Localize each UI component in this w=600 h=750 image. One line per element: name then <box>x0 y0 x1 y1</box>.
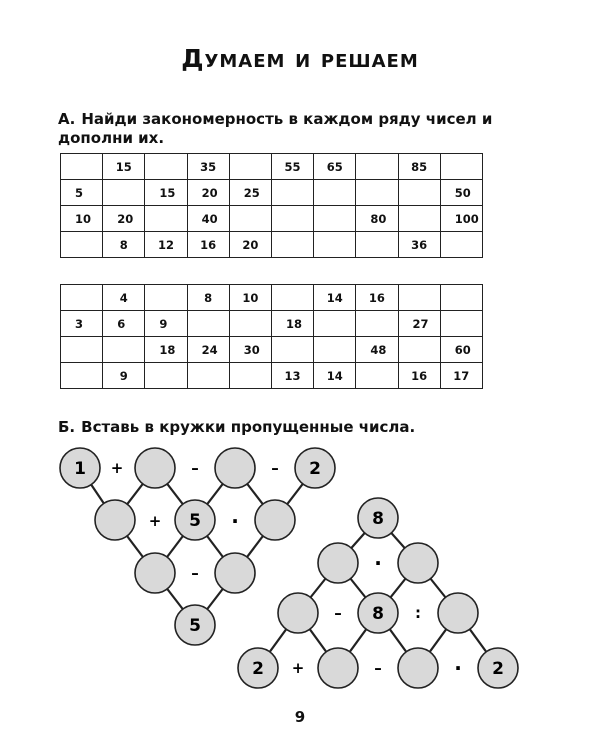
puzzle2-circle-row3-right[interactable] <box>438 593 478 633</box>
cell-value: 6 <box>117 316 126 331</box>
puzzle2-value-bottom-left: 2 <box>252 659 264 679</box>
table-cell <box>440 206 482 232</box>
table-cell <box>103 232 145 258</box>
puzzle2-circle-bottom-3[interactable] <box>398 648 438 688</box>
puzzle1-op-minus-top1: – <box>191 459 199 477</box>
section-b-instruction: Вставь в кружки пропущенные числа. <box>81 418 416 436</box>
table-cell[interactable] <box>61 232 103 258</box>
table-cell[interactable] <box>271 337 313 363</box>
table-cell[interactable] <box>271 206 313 232</box>
cell-value: 15 <box>159 185 176 200</box>
puzzle1-op-dot-mid: · <box>231 509 239 533</box>
section-b-letter: Б. <box>58 418 76 436</box>
table-cell[interactable] <box>356 180 398 206</box>
table-cell[interactable] <box>440 232 482 258</box>
table-cell <box>145 337 187 363</box>
cell-value: 15 <box>115 159 132 174</box>
table-cell <box>356 285 398 311</box>
table-row <box>61 206 483 232</box>
cell-value: 60 <box>454 342 471 357</box>
cell-value: 13 <box>284 368 301 383</box>
page-title: Думаем и решаем <box>181 44 419 73</box>
puzzle1-op-plus-mid: + <box>148 512 162 530</box>
puzzle2-op-dot-top: · <box>374 551 382 575</box>
table-cell <box>271 363 313 389</box>
puzzle1-op-minus-low: – <box>191 564 199 582</box>
table-cell[interactable] <box>271 232 313 258</box>
table-cell[interactable] <box>314 206 356 232</box>
cell-value: 12 <box>157 237 174 252</box>
puzzle2-op-plus-bottom: + <box>291 659 305 677</box>
puzzle1-circle-top-2[interactable] <box>135 448 175 488</box>
table-cell <box>229 337 271 363</box>
cell-value: 16 <box>200 237 217 252</box>
table-cell[interactable] <box>356 154 398 180</box>
table-cell <box>145 232 187 258</box>
table-cell[interactable] <box>356 363 398 389</box>
table-cell <box>103 311 145 337</box>
cell-value: 18 <box>285 316 302 331</box>
cell-value: 25 <box>243 185 260 200</box>
cell-value: 36 <box>411 237 428 252</box>
table-cell <box>103 206 145 232</box>
puzzle1-value-top-left: 1 <box>74 459 86 479</box>
table-cell <box>145 180 187 206</box>
table-cell[interactable] <box>61 337 103 363</box>
table-cell <box>61 311 103 337</box>
table-cell <box>398 232 440 258</box>
cell-value: 65 <box>326 159 343 174</box>
section-a-letter: А. <box>58 110 76 128</box>
cell-value: 18 <box>159 342 176 357</box>
cell-value: 9 <box>119 368 128 383</box>
puzzle2-circle-row3-left[interactable] <box>278 593 318 633</box>
table-cell[interactable] <box>145 363 187 389</box>
cell-value: 8 <box>204 290 213 305</box>
table-cell[interactable] <box>271 180 313 206</box>
puzzle2-circle-row2-right[interactable] <box>398 543 438 583</box>
table-cell <box>103 154 145 180</box>
table-cell[interactable] <box>398 206 440 232</box>
puzzle2-circle-bottom-2[interactable] <box>318 648 358 688</box>
table-cell[interactable] <box>314 337 356 363</box>
puzzle2-value-center: 8 <box>372 604 384 624</box>
page-number: 9 <box>294 708 306 726</box>
cell-value: 16 <box>411 368 428 383</box>
cell-value: 27 <box>412 316 429 331</box>
cell-value: 80 <box>370 211 387 226</box>
cell-value: 14 <box>326 290 343 305</box>
cell-value: 85 <box>411 159 428 174</box>
table-cell <box>229 285 271 311</box>
cell-value: 9 <box>159 316 168 331</box>
cell-value: 10 <box>242 290 259 305</box>
puzzle1-value-center: 5 <box>189 511 201 531</box>
cell-value: 30 <box>243 342 260 357</box>
table-cell[interactable] <box>145 285 187 311</box>
table-cell[interactable] <box>229 311 271 337</box>
puzzle2-value-top: 8 <box>372 509 384 529</box>
table-cell <box>440 363 482 389</box>
section-a-instruction: Найди закономерность в каждом ряду чисел и дополни их. <box>58 110 493 147</box>
table-cell[interactable] <box>271 285 313 311</box>
table-cell <box>187 206 229 232</box>
table-row <box>61 154 483 180</box>
puzzle1-circle-low-right[interactable] <box>215 553 255 593</box>
table-row <box>61 180 483 206</box>
table-row <box>61 363 483 389</box>
table-cell <box>61 180 103 206</box>
table-cell <box>440 337 482 363</box>
cell-value: 17 <box>453 368 470 383</box>
cell-value: 35 <box>200 159 217 174</box>
table-cell <box>103 363 145 389</box>
table-cell <box>271 311 313 337</box>
table-cell <box>314 285 356 311</box>
number-table-1 <box>60 153 483 258</box>
table-cell <box>314 154 356 180</box>
table-cell <box>314 363 356 389</box>
table-cell <box>356 206 398 232</box>
table-cell <box>145 311 187 337</box>
cell-value: 24 <box>201 342 218 357</box>
table-cell[interactable] <box>398 180 440 206</box>
puzzle2-op-dot-bottom: · <box>454 656 462 680</box>
table-cell[interactable] <box>440 285 482 311</box>
table-cell[interactable] <box>314 232 356 258</box>
table-cell <box>398 363 440 389</box>
table-cell[interactable] <box>229 363 271 389</box>
table-cell[interactable] <box>398 285 440 311</box>
cell-value: 8 <box>119 237 128 252</box>
puzzle2-value-bottom-right: 2 <box>492 659 504 679</box>
table-cell[interactable] <box>145 206 187 232</box>
cell-value: 20 <box>242 237 259 252</box>
table-cell <box>229 232 271 258</box>
table-cell[interactable] <box>103 180 145 206</box>
table-cell <box>187 154 229 180</box>
table-row <box>61 232 483 258</box>
table-cell <box>398 311 440 337</box>
table-cell[interactable] <box>229 154 271 180</box>
cell-value: 48 <box>370 342 387 357</box>
table-cell <box>440 180 482 206</box>
cell-value: 10 <box>75 211 92 226</box>
puzzle2-circle-row2-left[interactable] <box>318 543 358 583</box>
table-cell[interactable] <box>314 180 356 206</box>
table-row <box>61 337 483 363</box>
number-table-2 <box>60 284 483 389</box>
table-cell[interactable] <box>356 232 398 258</box>
table-cell <box>61 206 103 232</box>
table-cell[interactable] <box>440 311 482 337</box>
cell-value: 40 <box>201 211 218 226</box>
cell-value: 5 <box>75 185 84 200</box>
cell-value: 4 <box>119 290 128 305</box>
cell-value: 16 <box>368 290 385 305</box>
table-cell[interactable] <box>440 154 482 180</box>
circle-puzzles <box>0 430 600 700</box>
table-cell[interactable] <box>314 311 356 337</box>
puzzle2-op-minus-bottom: – <box>374 659 382 677</box>
cell-value: 3 <box>75 316 84 331</box>
section-a-heading <box>58 110 538 148</box>
cell-value: 55 <box>284 159 301 174</box>
puzzle1-circle-low-left[interactable] <box>135 553 175 593</box>
puzzle1-value-bottom: 5 <box>189 616 201 636</box>
table-cell[interactable] <box>145 154 187 180</box>
cell-value: 20 <box>201 185 218 200</box>
puzzle1-circle-mid-right[interactable] <box>255 500 295 540</box>
table-cell[interactable] <box>61 154 103 180</box>
table-cell[interactable] <box>356 311 398 337</box>
table-cell[interactable] <box>229 206 271 232</box>
puzzle2-op-minus-mid: – <box>334 604 342 622</box>
table-row <box>61 285 483 311</box>
table-cell[interactable] <box>61 285 103 311</box>
table-cell <box>398 154 440 180</box>
puzzle2-op-colon-mid: : <box>415 604 421 622</box>
puzzle1-circle-top-3[interactable] <box>215 448 255 488</box>
puzzle1-circle-mid-left[interactable] <box>95 500 135 540</box>
table-cell <box>229 180 271 206</box>
table-cell[interactable] <box>187 311 229 337</box>
table-cell <box>271 154 313 180</box>
table-cell[interactable] <box>61 363 103 389</box>
puzzle1-value-top-right: 2 <box>309 459 321 479</box>
table-cell[interactable] <box>398 337 440 363</box>
table-cell <box>187 285 229 311</box>
table-row <box>61 311 483 337</box>
puzzle1-op-plus-top: + <box>110 459 124 477</box>
table-cell <box>103 285 145 311</box>
cell-value: 20 <box>117 211 134 226</box>
table-cell[interactable] <box>187 363 229 389</box>
cell-value: 14 <box>326 368 343 383</box>
table-cell <box>187 232 229 258</box>
table-cell <box>356 337 398 363</box>
table-cell <box>187 337 229 363</box>
cell-value: 50 <box>454 185 471 200</box>
cell-value: 100 <box>454 211 479 226</box>
table-cell <box>187 180 229 206</box>
puzzle1-op-minus-top2: – <box>271 459 279 477</box>
table-cell[interactable] <box>103 337 145 363</box>
